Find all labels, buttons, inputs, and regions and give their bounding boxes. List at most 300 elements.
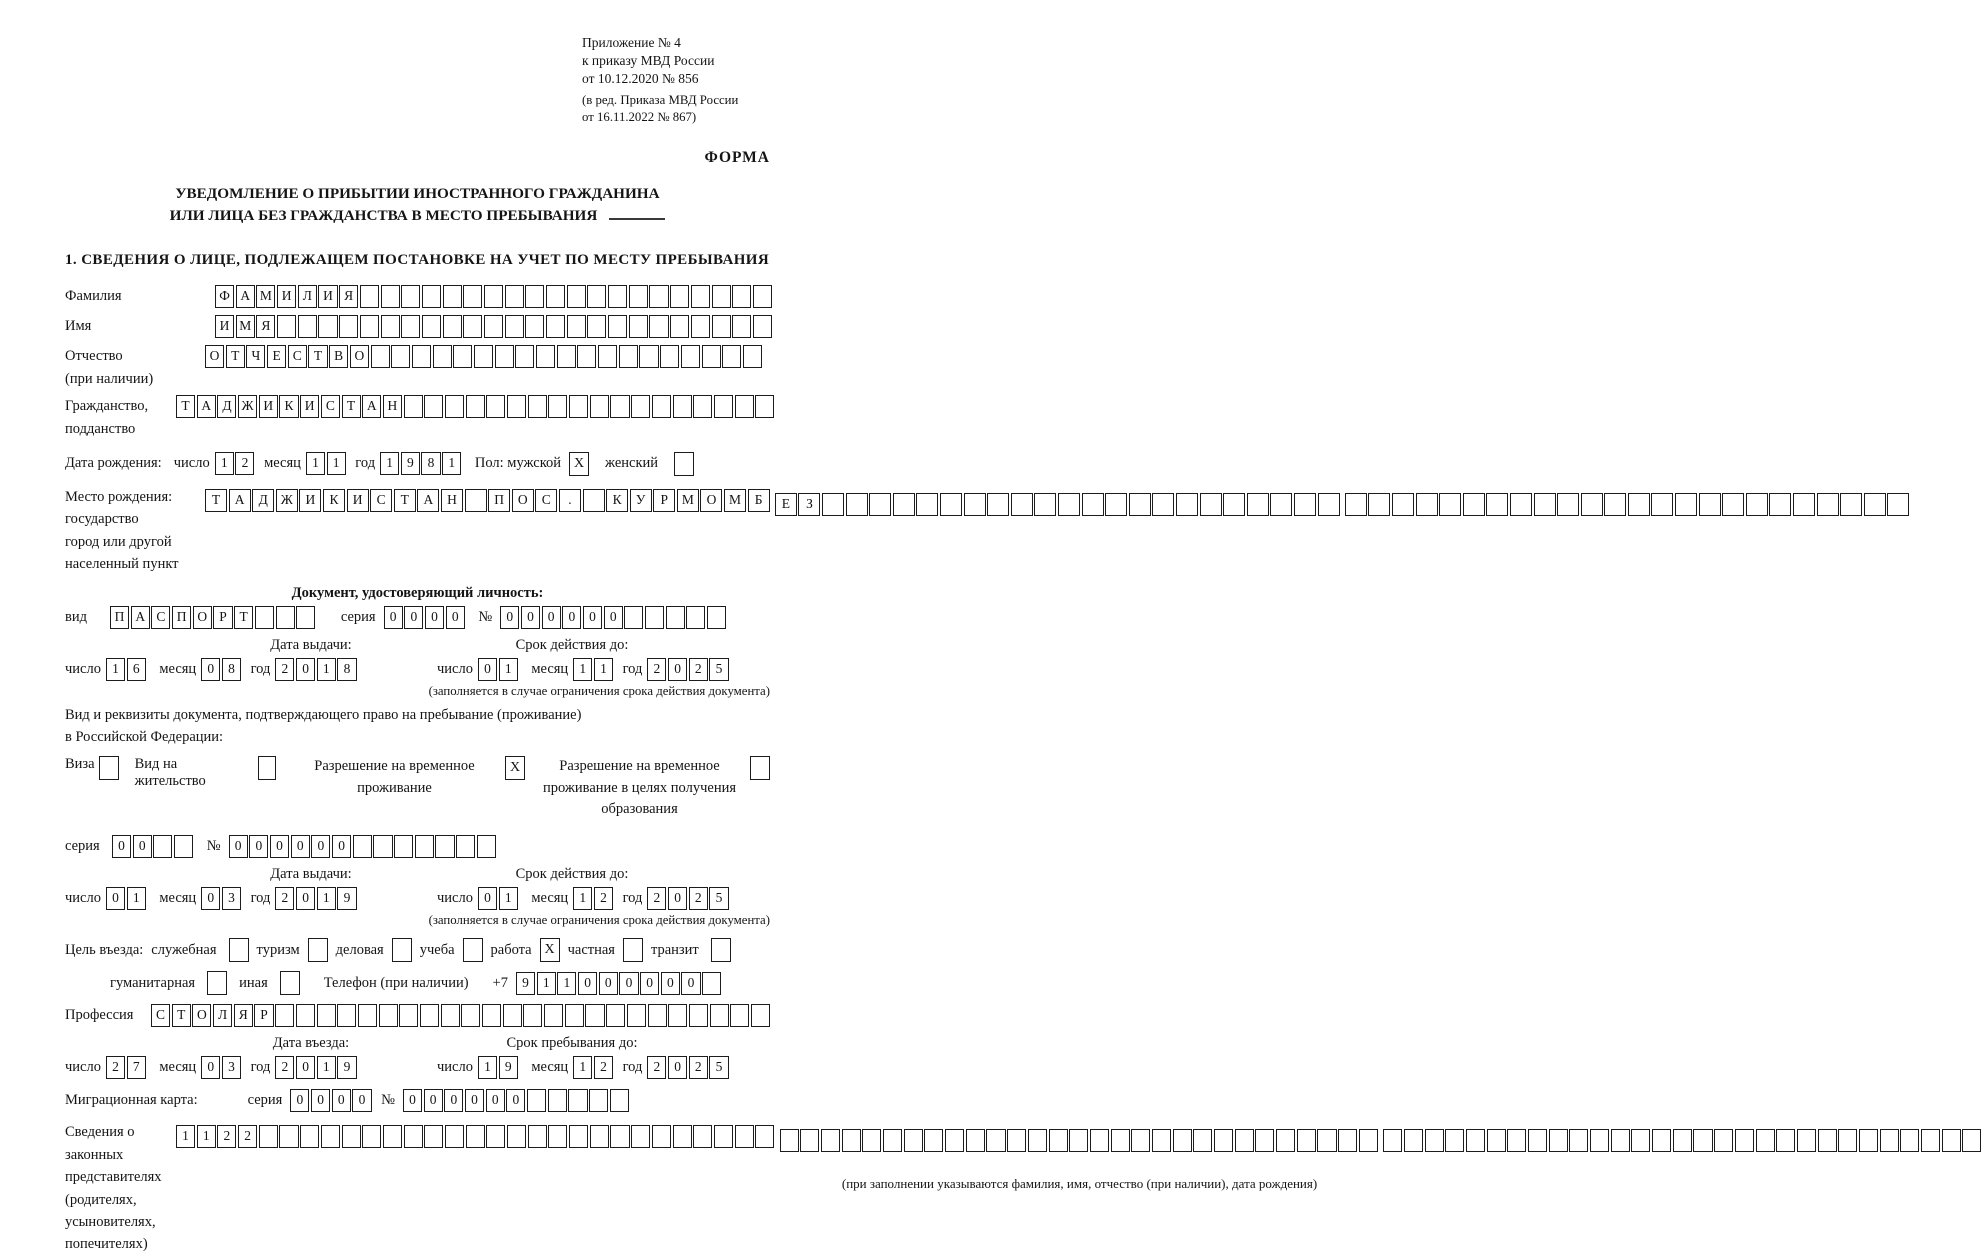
char-cell[interactable] (712, 315, 731, 338)
char-cell[interactable] (821, 1129, 840, 1152)
char-cell[interactable]: 0 (506, 1089, 525, 1112)
char-cell[interactable]: Т (226, 345, 245, 368)
char-cell[interactable] (743, 345, 762, 368)
profession-boxes[interactable] (151, 1004, 772, 1027)
char-cell[interactable] (1466, 1129, 1485, 1152)
char-cell[interactable]: В (329, 345, 348, 368)
char-cell[interactable]: 0 (424, 1089, 443, 1112)
char-cell[interactable] (300, 1125, 319, 1148)
char-cell[interactable]: 1 (557, 972, 576, 995)
char-cell[interactable] (461, 1004, 480, 1027)
char-cell[interactable] (1317, 1129, 1336, 1152)
char-cell[interactable]: Р (653, 489, 675, 512)
char-cell[interactable]: 0 (465, 1089, 484, 1112)
char-cell[interactable] (546, 285, 565, 308)
char-cell[interactable] (732, 285, 751, 308)
char-cell[interactable] (649, 285, 668, 308)
char-cell[interactable] (1007, 1129, 1026, 1152)
char-cell[interactable] (1776, 1129, 1795, 1152)
char-cell[interactable] (567, 285, 586, 308)
char-cell[interactable]: 5 (709, 658, 728, 681)
char-cell[interactable] (670, 285, 689, 308)
char-cell[interactable]: А (236, 285, 255, 308)
char-cell[interactable]: 0 (403, 1089, 422, 1112)
char-cell[interactable]: 0 (478, 658, 497, 681)
char-cell[interactable] (1793, 493, 1815, 516)
char-cell[interactable] (610, 395, 629, 418)
char-cell[interactable] (433, 345, 452, 368)
residence-issue-year[interactable] (275, 887, 358, 910)
char-cell[interactable] (1425, 1129, 1444, 1152)
char-cell[interactable] (1675, 493, 1697, 516)
char-cell[interactable]: Н (441, 489, 463, 512)
char-cell[interactable]: А (362, 395, 381, 418)
char-cell[interactable] (627, 1004, 646, 1027)
char-cell[interactable]: Ф (215, 285, 234, 308)
char-cell[interactable]: 0 (444, 1089, 463, 1112)
char-cell[interactable]: 1 (499, 887, 518, 910)
char-cell[interactable] (525, 315, 544, 338)
char-cell[interactable]: 9 (516, 972, 535, 995)
char-cell[interactable]: 2 (689, 887, 708, 910)
char-cell[interactable]: Д (252, 489, 274, 512)
char-cell[interactable] (707, 606, 726, 629)
char-cell[interactable]: А (229, 489, 251, 512)
char-cell[interactable]: 1 (573, 658, 592, 681)
char-cell[interactable]: 0 (112, 835, 131, 858)
char-cell[interactable]: 1 (442, 452, 461, 475)
char-cell[interactable]: Я (339, 285, 358, 308)
char-cell[interactable]: 1 (197, 1125, 216, 1148)
char-cell[interactable] (420, 1004, 439, 1027)
char-cell[interactable] (1028, 1129, 1047, 1152)
char-cell[interactable] (548, 1089, 567, 1112)
char-cell[interactable] (986, 1129, 1005, 1152)
char-cell[interactable] (565, 1004, 584, 1027)
residence-permit-checkbox[interactable] (258, 756, 276, 780)
char-cell[interactable]: А (131, 606, 150, 629)
char-cell[interactable]: 6 (127, 658, 146, 681)
char-cell[interactable] (1769, 493, 1791, 516)
char-cell[interactable]: И (300, 395, 319, 418)
char-cell[interactable] (445, 1125, 464, 1148)
char-cell[interactable] (1011, 493, 1033, 516)
char-cell[interactable]: О (512, 489, 534, 512)
char-cell[interactable] (1628, 493, 1650, 516)
char-cell[interactable]: 0 (290, 1089, 309, 1112)
birth-month-boxes[interactable] (306, 452, 347, 475)
char-cell[interactable] (486, 395, 505, 418)
char-cell[interactable] (712, 285, 731, 308)
char-cell[interactable]: 0 (249, 835, 268, 858)
char-cell[interactable]: С (535, 489, 557, 512)
char-cell[interactable] (1131, 1129, 1150, 1152)
char-cell[interactable] (1368, 493, 1390, 516)
char-cell[interactable] (1880, 1129, 1899, 1152)
char-cell[interactable] (648, 1004, 667, 1027)
identity-valid-day[interactable] (478, 658, 519, 681)
char-cell[interactable] (1859, 1129, 1878, 1152)
char-cell[interactable] (689, 1004, 708, 1027)
char-cell[interactable]: 0 (583, 606, 602, 629)
char-cell[interactable] (722, 345, 741, 368)
residence-series-boxes[interactable] (112, 835, 195, 858)
char-cell[interactable] (507, 395, 526, 418)
char-cell[interactable] (1345, 493, 1367, 516)
birth-place-row1-boxes[interactable] (205, 489, 771, 512)
char-cell[interactable] (527, 1089, 546, 1112)
char-cell[interactable] (453, 345, 472, 368)
purpose-study-checkbox[interactable] (463, 938, 483, 962)
char-cell[interactable] (443, 285, 462, 308)
char-cell[interactable]: И (299, 489, 321, 512)
residence-issue-month[interactable] (201, 887, 242, 910)
char-cell[interactable] (463, 315, 482, 338)
char-cell[interactable] (702, 345, 721, 368)
char-cell[interactable]: 2 (689, 658, 708, 681)
char-cell[interactable] (652, 1125, 671, 1148)
char-cell[interactable] (569, 395, 588, 418)
char-cell[interactable] (1797, 1129, 1816, 1152)
char-cell[interactable] (1569, 1129, 1588, 1152)
char-cell[interactable] (435, 835, 454, 858)
char-cell[interactable] (1392, 493, 1414, 516)
migration-series-boxes[interactable] (290, 1089, 373, 1112)
char-cell[interactable] (321, 1125, 340, 1148)
char-cell[interactable]: И (318, 285, 337, 308)
char-cell[interactable] (1445, 1129, 1464, 1152)
char-cell[interactable]: М (724, 489, 746, 512)
char-cell[interactable] (652, 395, 671, 418)
char-cell[interactable] (732, 315, 751, 338)
char-cell[interactable]: М (256, 285, 275, 308)
char-cell[interactable]: 2 (217, 1125, 236, 1148)
purpose-official-checkbox[interactable] (229, 938, 249, 962)
char-cell[interactable]: 0 (478, 887, 497, 910)
char-cell[interactable]: 0 (681, 972, 700, 995)
residence-issue-day[interactable] (106, 887, 147, 910)
char-cell[interactable] (536, 345, 555, 368)
char-cell[interactable]: Н (383, 395, 402, 418)
char-cell[interactable] (568, 1089, 587, 1112)
char-cell[interactable]: Л (298, 285, 317, 308)
char-cell[interactable] (1383, 1129, 1402, 1152)
stay-until-day[interactable] (478, 1056, 519, 1079)
char-cell[interactable]: Т (394, 489, 416, 512)
char-cell[interactable] (1652, 1129, 1671, 1152)
char-cell[interactable] (869, 493, 891, 516)
char-cell[interactable]: И (347, 489, 369, 512)
char-cell[interactable] (379, 1004, 398, 1027)
char-cell[interactable] (1069, 1129, 1088, 1152)
char-cell[interactable]: 0 (291, 835, 310, 858)
char-cell[interactable] (629, 285, 648, 308)
char-cell[interactable] (966, 1129, 985, 1152)
char-cell[interactable]: И (259, 395, 278, 418)
char-cell[interactable] (277, 315, 296, 338)
char-cell[interactable] (693, 1125, 712, 1148)
char-cell[interactable] (174, 835, 193, 858)
char-cell[interactable]: И (215, 315, 234, 338)
char-cell[interactable] (751, 1004, 770, 1027)
char-cell[interactable] (1270, 493, 1292, 516)
char-cell[interactable] (610, 1125, 629, 1148)
char-cell[interactable]: Т (172, 1004, 191, 1027)
char-cell[interactable]: 0 (604, 606, 623, 629)
char-cell[interactable] (525, 285, 544, 308)
char-cell[interactable] (1921, 1129, 1940, 1152)
char-cell[interactable] (735, 395, 754, 418)
char-cell[interactable] (702, 972, 721, 995)
char-cell[interactable] (153, 835, 172, 858)
char-cell[interactable]: У (630, 489, 652, 512)
char-cell[interactable] (1416, 493, 1438, 516)
char-cell[interactable]: А (197, 395, 216, 418)
char-cell[interactable] (1255, 1129, 1274, 1152)
char-cell[interactable] (412, 345, 431, 368)
char-cell[interactable] (465, 489, 487, 512)
char-cell[interactable] (1318, 493, 1340, 516)
char-cell[interactable]: Т (176, 395, 195, 418)
char-cell[interactable] (883, 1129, 902, 1152)
char-cell[interactable] (503, 1004, 522, 1027)
char-cell[interactable]: Ж (238, 395, 257, 418)
char-cell[interactable] (691, 285, 710, 308)
char-cell[interactable]: 0 (201, 887, 220, 910)
char-cell[interactable] (1487, 1129, 1506, 1152)
char-cell[interactable] (945, 1129, 964, 1152)
char-cell[interactable] (673, 1125, 692, 1148)
char-cell[interactable] (1604, 493, 1626, 516)
char-cell[interactable] (404, 1125, 423, 1148)
char-cell[interactable] (1756, 1129, 1775, 1152)
char-cell[interactable] (670, 315, 689, 338)
char-cell[interactable]: С (151, 1004, 170, 1027)
char-cell[interactable] (342, 1125, 361, 1148)
char-cell[interactable] (445, 395, 464, 418)
sex-female-checkbox[interactable] (674, 452, 694, 476)
identity-valid-year[interactable] (647, 658, 730, 681)
char-cell[interactable] (681, 345, 700, 368)
char-cell[interactable]: 2 (594, 887, 613, 910)
char-cell[interactable] (1404, 1129, 1423, 1152)
char-cell[interactable]: 3 (222, 887, 241, 910)
char-cell[interactable]: 2 (594, 1056, 613, 1079)
char-cell[interactable]: М (677, 489, 699, 512)
char-cell[interactable] (1840, 493, 1862, 516)
char-cell[interactable]: С (288, 345, 307, 368)
char-cell[interactable] (484, 285, 503, 308)
char-cell[interactable]: 2 (275, 887, 294, 910)
char-cell[interactable] (714, 1125, 733, 1148)
char-cell[interactable] (629, 315, 648, 338)
char-cell[interactable] (317, 1004, 336, 1027)
char-cell[interactable]: 0 (668, 887, 687, 910)
char-cell[interactable]: 2 (275, 1056, 294, 1079)
char-cell[interactable] (1549, 1129, 1568, 1152)
char-cell[interactable] (495, 345, 514, 368)
char-cell[interactable] (1235, 1129, 1254, 1152)
char-cell[interactable] (619, 345, 638, 368)
char-cell[interactable] (822, 493, 844, 516)
char-cell[interactable] (583, 489, 605, 512)
char-cell[interactable]: Б (748, 489, 770, 512)
birth-day-boxes[interactable] (215, 452, 256, 475)
char-cell[interactable] (523, 1004, 542, 1027)
birth-place-row3-boxes[interactable] (1345, 493, 1911, 516)
char-cell[interactable] (466, 395, 485, 418)
char-cell[interactable] (589, 1089, 608, 1112)
char-cell[interactable]: 0 (668, 1056, 687, 1079)
char-cell[interactable] (484, 315, 503, 338)
char-cell[interactable] (862, 1129, 881, 1152)
char-cell[interactable] (1581, 493, 1603, 516)
char-cell[interactable]: О (700, 489, 722, 512)
char-cell[interactable] (298, 315, 317, 338)
char-cell[interactable]: 1 (478, 1056, 497, 1079)
residence-valid-month[interactable] (573, 887, 614, 910)
char-cell[interactable]: 9 (401, 452, 420, 475)
char-cell[interactable] (755, 1125, 774, 1148)
char-cell[interactable] (1276, 1129, 1295, 1152)
stay-until-month[interactable] (573, 1056, 614, 1079)
char-cell[interactable] (422, 315, 441, 338)
char-cell[interactable]: Ж (276, 489, 298, 512)
char-cell[interactable] (383, 1125, 402, 1148)
residence-valid-day[interactable] (478, 887, 519, 910)
char-cell[interactable]: . (559, 489, 581, 512)
char-cell[interactable] (362, 1125, 381, 1148)
char-cell[interactable]: 1 (306, 452, 325, 475)
char-cell[interactable]: 0 (500, 606, 519, 629)
char-cell[interactable] (1111, 1129, 1130, 1152)
char-cell[interactable] (639, 345, 658, 368)
entry-year[interactable] (275, 1056, 358, 1079)
char-cell[interactable]: П (110, 606, 129, 629)
temp-residence-checkbox[interactable]: X (505, 756, 525, 780)
char-cell[interactable] (391, 345, 410, 368)
char-cell[interactable] (730, 1004, 749, 1027)
name-boxes[interactable] (215, 315, 774, 338)
char-cell[interactable] (422, 285, 441, 308)
char-cell[interactable]: 1 (537, 972, 556, 995)
char-cell[interactable] (735, 1125, 754, 1148)
char-cell[interactable] (1714, 1129, 1733, 1152)
entry-month[interactable] (201, 1056, 242, 1079)
char-cell[interactable] (1439, 493, 1461, 516)
identity-issue-month[interactable] (201, 658, 242, 681)
char-cell[interactable] (610, 1089, 629, 1112)
char-cell[interactable] (800, 1129, 819, 1152)
char-cell[interactable] (1735, 1129, 1754, 1152)
char-cell[interactable] (255, 606, 274, 629)
purpose-work-checkbox[interactable]: X (540, 938, 560, 962)
char-cell[interactable] (649, 315, 668, 338)
char-cell[interactable] (515, 345, 534, 368)
char-cell[interactable] (477, 835, 496, 858)
char-cell[interactable]: О (193, 606, 212, 629)
char-cell[interactable] (1590, 1129, 1609, 1152)
char-cell[interactable]: Р (213, 606, 232, 629)
char-cell[interactable]: 1 (327, 452, 346, 475)
char-cell[interactable] (1528, 1129, 1547, 1152)
char-cell[interactable] (401, 315, 420, 338)
char-cell[interactable]: 1 (573, 1056, 592, 1079)
char-cell[interactable]: 8 (421, 452, 440, 475)
char-cell[interactable] (1297, 1129, 1316, 1152)
char-cell[interactable] (608, 315, 627, 338)
char-cell[interactable]: 0 (106, 887, 125, 910)
char-cell[interactable]: 5 (709, 887, 728, 910)
char-cell[interactable]: 0 (201, 658, 220, 681)
char-cell[interactable]: 0 (229, 835, 248, 858)
char-cell[interactable]: 5 (709, 1056, 728, 1079)
char-cell[interactable]: О (205, 345, 224, 368)
char-cell[interactable]: Р (254, 1004, 273, 1027)
char-cell[interactable]: 2 (689, 1056, 708, 1079)
identity-series-boxes[interactable] (384, 606, 467, 629)
char-cell[interactable]: 8 (337, 658, 356, 681)
char-cell[interactable]: 0 (311, 835, 330, 858)
char-cell[interactable] (569, 1125, 588, 1148)
entry-day[interactable] (106, 1056, 147, 1079)
char-cell[interactable]: 0 (640, 972, 659, 995)
char-cell[interactable]: 0 (352, 1089, 371, 1112)
char-cell[interactable] (587, 315, 606, 338)
char-cell[interactable]: 2 (647, 658, 666, 681)
char-cell[interactable] (608, 285, 627, 308)
char-cell[interactable]: С (321, 395, 340, 418)
char-cell[interactable] (528, 1125, 547, 1148)
char-cell[interactable] (916, 493, 938, 516)
char-cell[interactable]: 0 (542, 606, 561, 629)
char-cell[interactable]: К (606, 489, 628, 512)
char-cell[interactable]: 1 (215, 452, 234, 475)
char-cell[interactable] (987, 493, 1009, 516)
char-cell[interactable] (1090, 1129, 1109, 1152)
char-cell[interactable] (1557, 493, 1579, 516)
char-cell[interactable]: К (323, 489, 345, 512)
char-cell[interactable]: Я (234, 1004, 253, 1027)
char-cell[interactable]: Д (217, 395, 236, 418)
char-cell[interactable]: 2 (106, 1056, 125, 1079)
char-cell[interactable] (275, 1004, 294, 1027)
char-cell[interactable]: 0 (311, 1089, 330, 1112)
char-cell[interactable] (1058, 493, 1080, 516)
char-cell[interactable] (456, 835, 475, 858)
surname-boxes[interactable] (215, 285, 774, 308)
char-cell[interactable] (296, 606, 315, 629)
char-cell[interactable] (337, 1004, 356, 1027)
char-cell[interactable] (753, 285, 772, 308)
char-cell[interactable]: Е (775, 493, 797, 516)
char-cell[interactable]: 0 (384, 606, 403, 629)
char-cell[interactable]: Ч (246, 345, 265, 368)
char-cell[interactable] (528, 395, 547, 418)
char-cell[interactable] (463, 285, 482, 308)
char-cell[interactable] (1082, 493, 1104, 516)
char-cell[interactable] (1673, 1129, 1692, 1152)
char-cell[interactable] (842, 1129, 861, 1152)
char-cell[interactable] (710, 1004, 729, 1027)
char-cell[interactable] (631, 1125, 650, 1148)
char-cell[interactable] (964, 493, 986, 516)
char-cell[interactable]: 1 (317, 1056, 336, 1079)
char-cell[interactable] (360, 315, 379, 338)
char-cell[interactable]: 0 (562, 606, 581, 629)
char-cell[interactable]: 0 (201, 1056, 220, 1079)
char-cell[interactable]: К (279, 395, 298, 418)
